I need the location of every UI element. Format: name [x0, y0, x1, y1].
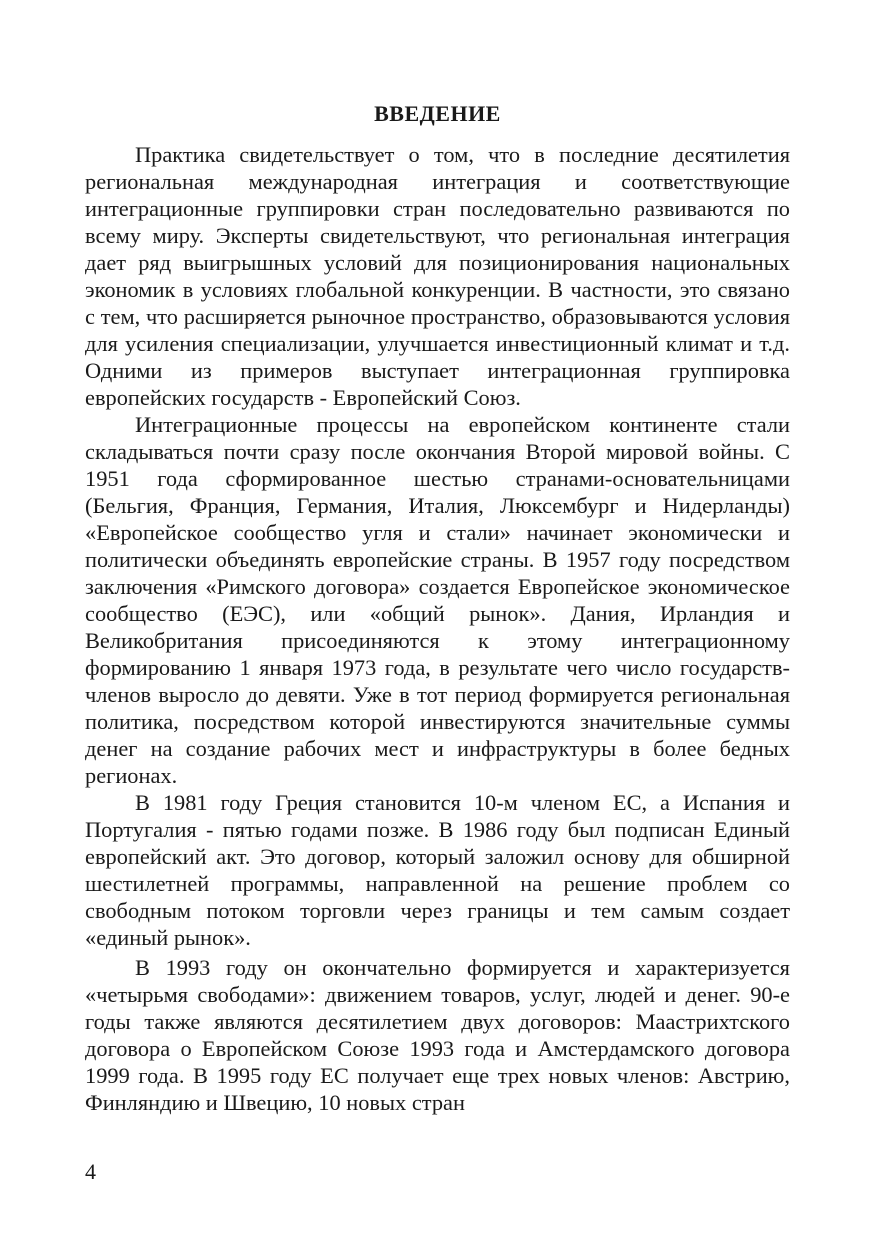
paragraph-1: Практика свидетельствует о том, что в последние десятилетия региональная международная интеграция и соответствующие интеграционные группировки стран последовательно развиваются по всему миру. Эксперты свидетельствуют, что региональная интеграция дает ряд выигрышных условий для позиционирования национальных экономик в условиях глобальной конкуренции. В частности, это связано с тем, что расширяется рыночное пространство, образовываются условия для усиления специализации, улучшается инвестиционный климат и т.д. Одними из примеров выступает интеграционная группировка европейских государств - Европейский Союз.: [85, 142, 790, 410]
paragraph-2: Интеграционные процессы на европейском континенте стали складываться почти сразу после окончания Второй мировой войны. С 1951 года сформированное шестью странами-основательницами (Бельгия, Франция, Германия, Италия, Люксембург и Нидерланды) «Европейское сообщество угля и стали» начинает экономически и политически объединять европейские страны. В 1957 году посредством заключения «Римского договора» создается Европейское экономическое сообщество (ЕЭС), или «общий рынок». Дания, Ирландия и Великобритания присоединяются к этому интеграционному формированию 1 января 1973 года, в результате чего число государств-членов выросло до девяти. Уже в тот период формируется региональная политика, посредством которой инвестируются значительные суммы денег на создание рабочих мест и инфраструктуры в более бедных регионах.: [85, 412, 790, 788]
page-title: ВВЕДЕНИЕ: [374, 100, 501, 126]
page-number: 4: [85, 1159, 96, 1184]
body-text: [85, 141, 790, 1116]
paragraph-3: В 1981 году Греция становится 10-м членом ЕС, а Испания и Португалия - пятью годами позже. В 1986 году был подписан Единый европейский акт. Это договор, который заложил основу для обширной шестилетней программы, направленной на решение проблем со свободным потоком торговли через границы и тем самым создает «единый рынок».: [85, 790, 790, 950]
paragraph-4: В 1993 году он окончательно формируется и характеризуется «четырьмя свободами»: движением товаров, услуг, людей и денег. 90-е годы также являются десятилетием двух договоров: Маастрихтского договора о Европейском Союзе 1993 года и Амстердамского договора 1999 года. В 1995 году ЕС получает еще трех новых членов: Австрию, Финляндию и Швецию, 10 новых стран: [85, 955, 790, 1115]
